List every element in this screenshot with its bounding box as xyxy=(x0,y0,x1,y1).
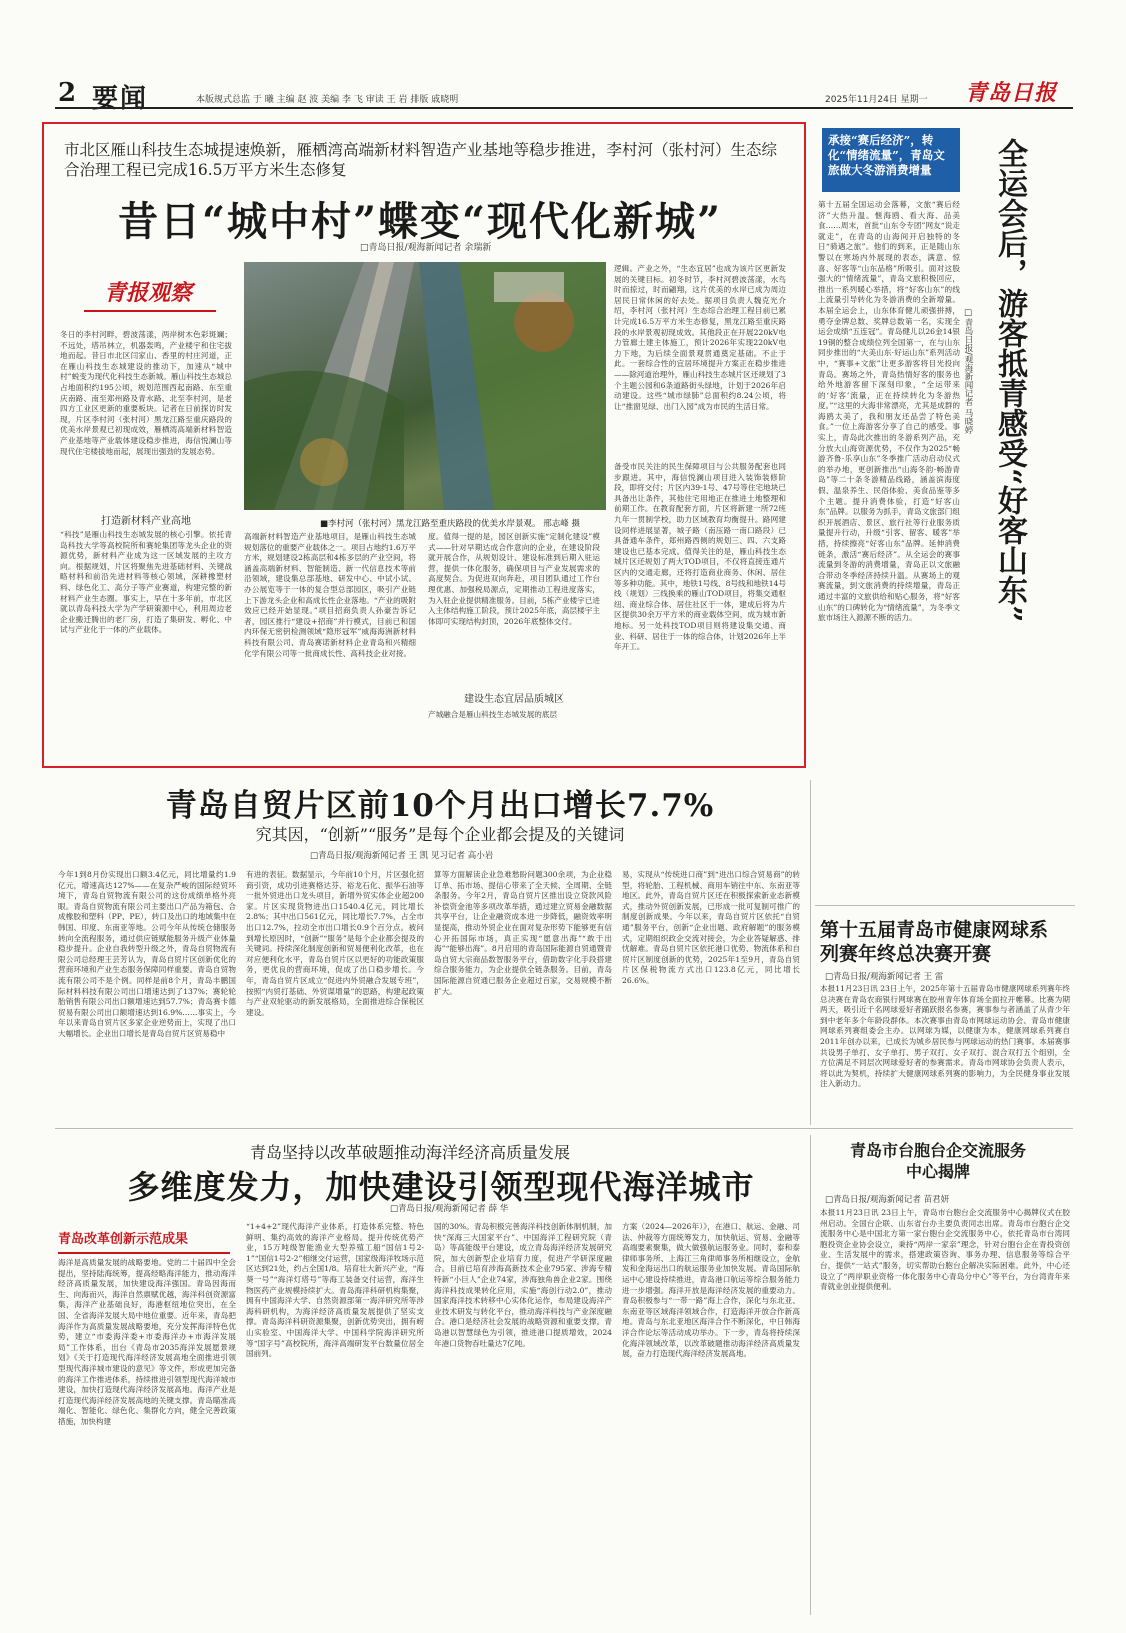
ocean-col-2: “1+4+2”现代海洋产业体系，打造体系完整、特色鲜明、集约高效的海洋产业格局。提升传统优势产业，15万吨级智能渔业大型养殖工船“国信1号2-1”“国信1号2-2”相继交付运营，国家级海洋牧场示范区达到21处，约占全国1/8。培育壮大新兴产业，“海葵一号”“海洋灯塔号”等海工装备交付运营，海洋生物医药产业规模持续扩大。青岛海洋科研机构集聚，拥有中国海洋大学、自然资源部第一海洋研究所等涉海科研机构，为海洋经济高质量发展提供了坚实支撑。青岛海洋科研资源集聚，创新优势突出，拥有崂山实验室、中国海洋大学、中国科学院海洋研究所等“国字号”高校院所，海洋高端研发平台数量位居全国前列。 xyxy=(246,1222,424,1359)
sidebar-highlight-box: 承接“赛后经济”，转化“情绪流量”，青岛文旅做大冬游消费增量 xyxy=(822,128,960,192)
lead-col-1b: “科技”是雁山科技生态城发展的核心引擎。依托青岛科技大学等高校院所和赛轮集团等龙头企业的资源优势，新材料产业成为这一区域发展的主攻方向。根据规划，片区将聚焦先进基础材料、关键战略材料和前沿先进材料等核心领域，深耕橡塑材料、绿色化工、高分子等产业赛道，构建完整的新材料产业生态圈。事实上，早在十多年前，市北区就以青岛科技大学为产学研策源中心，利用周边老企业搬迁腾出的老厂房，打造了集研发、孵化、中试与产业化于一体的产业载体。 xyxy=(60,530,232,635)
tennis-article-title: 第十五届青岛市健康网球系列赛年终总决赛开赛 xyxy=(820,919,1049,965)
column-logo: 青报观察 xyxy=(104,280,193,306)
fta-col-4: 易，实现从“传统进口商”到“进出口综合贸易商”的转型，将轮胎、工程机械、商用车销往中东、东南亚等地区。此外，青岛自贸片区还在积极探索新业态新模式，推动外贸创新发展，已形成一批可复制可推广的制度创新成果。今年以来，青岛自贸片区依托“自贸通”服务平台，创新“企业出题、政府解题”的服务模式，定期组织政企交流对接会，为企业答疑解惑、排忧解难。青岛自贸片区依托港口优势、物流体系和自贸片区制度创新的优势，2025年1至9月，青岛自贸片区保税物流方式出口123.8亿元，同比增长26.6%。 xyxy=(622,870,800,985)
divider xyxy=(815,905,1075,906)
fta-export-subtitle: 究其因，“创新”“服务”是每个企业都会提及的关键词 xyxy=(255,825,625,844)
reform-tag-label: 青岛改革创新示范成果 xyxy=(58,1232,189,1247)
column-divider xyxy=(810,780,811,1125)
section-name: 要闻 xyxy=(92,84,149,114)
fta-col-3: 算等方面解读企业急难愁盼问题300余项，为企业稳订单、拓市场、提信心带来了全天候、全周期、全链条服务。今年2月，青岛自贸片区推出设立贷款风险补偿资金池等多项改革举措，通过建立贸易金融数据共享平台，让企业融资成本进一步降低，融资效率明显提高，推动外贸企业在面对复杂形势下能够更有信心开拓国际市场，真正实现“愿意出海”“敢于出海”“能够出海”。8月启用的青岛国际能源自贸通暨青岛自贸大宗商品数智服务平台，借助数字化手段搭建综合服务能力，为企业提供全链条服务。目前，青岛国际能源自贸通已服务企业超过百家，交易规模不断扩大。 xyxy=(434,870,612,996)
fta-col-2: 有进的表征。数据显示，今年前10个月，片区强化招商引资，成功引进赛格达芬、裕龙石化、振华石油等一批外贸进出口龙头项目，新增外贸实体企业超200家。片区实现货物进出口1540.4亿元，同比增长2.8%；其中出口561亿元，同比增长7.7%，占全市出口12.7%，拉动全市出口增长0.9个百分点。被问到增长原因时，“创新”“服务”是每个企业都会提及的关键词。持续深化制度创新和贸易便利化改革，也在对应便利化水平，青岛自贸片区以更好的功能政策服务，更优良的营商环境，促成了出口稳步增长。今年，青岛自贸片区成立“促进内外贸融合发展专班”，按照“内贸打基础、外贸谋增量”的思路，构建起政策与产业双轮驱动的新发展格局，全面推进综合保税区建设。 xyxy=(246,870,424,1017)
taiwan-center-byline: □青岛日报/观海新闻记者 苗君妍 xyxy=(825,1195,950,1205)
editors-line: 本版规式总监 于 曦 主编 赵 波 美编 李 飞 审读 王 岩 排版 戚晓明 xyxy=(196,95,459,105)
ocean-article-title: 多维度发力，加快建设引领型现代海洋城市 xyxy=(127,1168,755,1206)
lead-article-byline: □青岛日报/观海新闻记者 余瑞新 xyxy=(360,243,492,253)
tennis-article-byline: □青岛日报/观海新闻记者 王 雷 xyxy=(825,972,944,982)
ocean-col-4: 方案（2024—2026年）》，在港口、航运、金融、司法、仲裁等方面统筹发力，加快航运、贸易、金融等高端要素聚集，做大做强航运服务业。同时，泰和泰律师事务所、上海江三角律师事务所相继设立，金航发和金海运出口的航运服务业加快发展。青岛国际航运中心建设持续推进，青岛港口航运等综合服务能力进一步增强。海洋开放是海洋经济发展的重要动力。青岛积极参与“一带一路”海上合作，深化与东北亚、东南亚等区域海洋领域合作，打造海洋开放合作新高地。青岛与东北亚地区海洋合作不断深化，中日韩海洋合作论坛等活动成功举办。下一步，青岛将持续深化海洋领域改革，以改革破题推动海洋经济高质量发展，奋力打造现代海洋经济发展高地。 xyxy=(622,1222,800,1359)
lead-subhead-2: 建设生态宜居品质城区 xyxy=(464,694,564,705)
photo-caption: ■李村河（张村河）黑龙江路至重庆路段的优美水岸景观。 邢志峰 摄 xyxy=(320,519,580,529)
sidebar-article-title: 全运会后，游客抵青感受“好客山东” xyxy=(992,138,1027,623)
masthead-logo: 青岛日报 xyxy=(965,80,1058,106)
lead-col-1: 冬日的李村河畔，碧波荡漾，两岸树木色彩斑斓；不远处，塔吊林立，机器轰鸣，产业楼宇和住宅拔地而起。昔日市北区闫家山、香里的村庄河道，正在雁山科技生态城建设的推动下，加速从“城中村”蜕变为现代化科技生态新城。雁山科技生态城总占地面积约195公顷，规划范围西起南路、东至重庆南路、南至郑州路及青水路、北至李村河，是老四方工业区更新的重要板块。记者在日前探访时发现，片区李村河（张村河）黑龙江路至重庆路段的优美水岸景观已初现成效，雁栖湾高端新材料智造产业基地等产业载体建设稳步推进，海信悦澜山等现代住宅楼拔地而起，展现出强劲的发展态势。 xyxy=(60,330,232,456)
lead-col-3: 度。值得一提的是，园区创新实施“定制化建设”模式——针对早期达成合作意向的企业，在建设阶段就开展合作，从规划设计、建设标准到后期入驻运营，提供一体化服务，确保项目与产业发展需求的高度契合。为促进双向奔赴，项目团队通过工作台理优惠、加强税局源点，定期推动工程进度落实，为入驻企业提供精准服务。目前，5栋产业楼宇已进入主体结构施工阶段，预计2025年底，高层楼宇主体即可实现结构封顶，2026年底整体交付。 xyxy=(428,532,600,626)
sidebar-article-byline: □青岛日报/观海新闻记者 马晓婷 xyxy=(963,308,973,435)
lead-col-4: 逻辑。产业之外，“生态宜居”也成为该片区更新发展的关键目标。初冬时节，李村河碧波荡漾，水鸟时而掠过，时而翩翔，这片优美的水岸已成为周边居民日常休闲的好去处。据项目负责人魏克光介绍，李村河（张村河）生态综合治理工程目前已累计完成16.5万平方米生态修复，黑龙江路至重庆路段的水岸景观初现成效。其他段正在开展220kV电力管廊土建主体施工，预计2026年实现220kV电力下地，为后续全面景观贯通奠定基础。不止于此。一套综合性的宜居环境提升方案正在稳步推进——除河道治理外，雁山科技生态城片区还规划了3个主题公园和6条道路街头绿地，计划于2026年启动建设。这些“城市绿肺”总面积约8.24公顷，将让“推窗见绿、出门入园”成为市民的生活日常。 xyxy=(614,264,786,411)
lead-col-3b: 产城融合是雁山科技生态城发展的底层 xyxy=(428,710,558,719)
sidebar-text-col-1: 第十五届全国运动会落幕，文旅“赛后经济”大热升温。惬海鸥、看大海、品美食……周末，首批“山东令专团”网友“说走就走”，在青岛的山海间开启独特的冬日“骑遇之旅”。他们的到来，正是随山东警以在寒场内外展现的表态，满意、惊喜、好客等“山东品格”所吸引。面对这股强大的“情绪流量”，青岛文旅积极回应，推出一系列暖心举措，将“好客山东”的线上流量引导转化为冬游消费的全新增量。本届全运会上，山东体育健儿顽强拼搏，勇夺金牌总数、奖牌总数第一名，实现全运会成绩“五连冠”。青岛健儿以26金14银19铜的整合成绩位列全国第一，在与山东同步推出的“大美山东·好运山东”系列活动中，“赛事+文旅”让更多游客将目光投向青岛。赛场之外，青岛热情好客的服务也给外地游客留下深刻印象，“全运带来的‘好客’流量，正在持续转化为冬游热度。”“这里的大海非常漂亮，尤其是成群的海鸥太美了，我和朋友还品尝了特色美食。”一位上海游客分享了自己的感受。事实上，青岛此次推出的冬游系列产品，充分放大山海资源优势，不仅作为2025“畅游齐鲁·乐享山东”冬季推广活动启动仪式的举办地，更创新推出“山海冬韵·畅游青岛”等二十条冬游精品线路，涵盖滨海度假、温泉养生、民俗体验、美食品鉴等多个主题。提升消费体验，打造“好客山东”品牌。以服务为抓手，青岛文旅部门组织开展酒店、景区、旅行社等行业服务质量提升行动，升级“引客、留客、暖客”举措，持续擦亮“好客山东”品牌。延伸消费链条，激活“赛后经济”。从全运会的赛事流量到冬游的消费增量，青岛正以文旅融合带动冬季经济持续升温。从赛场上的观赛流量，到文旅消费的持续增量，青岛正通过丰富的文旅供给和贴心服务，将“好客山东”的口碑转化为“情绪流量”，为冬季文旅市场注入源源不断的活力。 xyxy=(818,200,960,623)
ocean-article-supertitle: 青岛坚持以改革破题推动海洋经济高质量发展 xyxy=(250,1143,571,1162)
photo-illustration xyxy=(244,262,606,510)
header-rule xyxy=(55,107,1073,109)
ocean-col-1: 海洋是高质量发展的战略要地。党的二十届四中全会提出，坚持陆海统筹，提高经略海洋能力，推动海洋经济高质量发展，加快建设海洋强国。青岛因海而生、向海而兴，海洋自然禀赋优越，海洋科创资源富集，海洋产业基础良好，海港枢纽地位突出，在全国、全省海洋发展大局中地位重要。近年来，青岛把海洋作为高质量发展战略要地，充分发挥海洋特色优势，建立“市委海洋委+市委海洋办+市海洋发展局”工作体系，出台《青岛市2035海洋发展愿景规划》《关于打造现代海洋经济发展高地全面推进引领型现代海洋城市建设的意见》等文件，形成更加完备的海洋工作推进体系，持续推进引领型现代海洋城市建设，加快打造现代海洋经济发展高地。海洋产业是打造现代海洋经济发展高地的关键支撑。青岛瞄准高端化、智能化、绿色化、集群化方向，健全完善政策措施，加快构建 xyxy=(58,1258,236,1426)
page-number: 2 xyxy=(58,78,77,108)
fta-export-byline: □青岛日报/观海新闻记者 王 凯 见习记者 高小岩 xyxy=(310,851,494,861)
column-logo-underline xyxy=(84,310,216,312)
lead-article-title: 昔日“城中村”蝶变“现代化新城” xyxy=(117,198,723,245)
issue-date: 2025年11月24日 星期一 xyxy=(825,95,928,105)
river-landscape-photo xyxy=(244,262,606,510)
taiwan-center-text: 本报11月23日讯 23日上午，青岛市台胞台企交流服务中心揭牌仪式在胶州启动。全国台企联、山东省台办主要负责同志出席。青岛市台胞台企交流服务中心是中国北方第一家台胞台企交流服务中心，依托青岛市台湾同胞投资企业协会设立，秉持“两岸一家亲”理念，针对台胞台企在青投资创业、生活发展中的需求，搭建政策咨询、事务办理、信息服务等综合平台，提供“一站式”服务，切实帮助台胞台企解决实际困难。此外，中心还设立了“两岸职业资格一体化服务中心青岛分中心”等平台，为台湾青年来青就业创业提供便利。 xyxy=(820,1208,1070,1292)
ocean-article-byline: □青岛日报/观海新闻记者 薛 华 xyxy=(390,1204,509,1214)
fta-col-1: 今年1到8月份实现出口额3.4亿元，同比增量约1.9亿元，增速高达127%——在复杂严峻的国际经贸环境下，青岛自贸物流有限公司的这份成绩单格外亮眼。青岛自贸物流有限公司主要出口产品为箱包、合成橡胶和塑料（PP、PE），转口及出口的地域集中在韩国、印度、东南亚等地。公司今年从传统仓储服务转向全流程服务，通过供应链赋能服务升级产业体量稳步提升。企业自我转型升级之外，青岛自贸物流有限公司总经理王芸芳认为，青岛自贸片区创新优化的营商环境和产业生态服务保障同样重要。青岛自贸物流有限公司不是个例。同样是前8个月，青岛丰鹏国际材料科技有限公司出口增速达到了137%；赛轮轮胎销售有限公司出口额增速达到57.7%；青岛赛卡德贸易有限公司出口额增速达到16.9%……事实上，今年以来青岛自贸片区多家企业逆势而上，实现了出口大幅增长。企业出口增长是青岛自贸片区贸易稳中 xyxy=(58,870,236,1038)
ocean-col-3: 国的30%。青岛积极完善海洋科技创新体制机制，加快“深海三大国家平台”、中国海洋工程研究院（青岛）等高能级平台建设，成立青岛海洋经济发展研究院，加大创新型企业培育力度，促进产学研深度融合。目前已培育涉海高新技术企业795家、涉海专精特新“小巨人”企业74家，涉海独角兽企业2家。围绕海洋科技成果转化应用，实施“海创行动2.0”，推动国家海洋技术转移中心实体化运作，布局建设海洋产业技术研发与转化平台，推动海洋科技与产业深度融合。港口是经济社会发展的战略资源和重要支撑。青岛港以智慧绿色为引领，推进港口提质增效，2024年港口货物吞吐量达7亿吨。 xyxy=(434,1222,612,1348)
column-divider-2 xyxy=(810,1135,811,1615)
lead-article-subtitle: 市北区雁山科技生态城提速焕新，雁栖湾高端新材料智造产业基地等稳步推进，李村河（张村河）生态综合治理工程已完成16.5万平方米生态修复 xyxy=(64,141,778,179)
lead-col-2: 高端新材料智造产业基地项目，是雁山科技生态城规划落位的重要产业载体之一。项目占地约1.6万平方米，规划建设2栋高层和4栋多层的产业空间，将涵盖高端新材料、智能制造、新一代信息技术等前沿领域，建设集总部基地、研发中心、中试小试、办公展览等于一体的复合型总部园区，吸引产业链上下游龙头企业和高成长性企业落地。“产业的吸附效应已经开始显现。”项目招商负责人孙豪告诉记者，园区推行“建设+招商”并行模式，目前已和国内环保无密钥检测领域“隐形冠军”威海海洲新材料科技有限公司、青岛赛诺新材料企业青岛和兴精细化学有限公司等一批商成长性、高科技企业对接。 xyxy=(244,532,416,658)
section-divider xyxy=(55,1128,1073,1129)
reform-tag xyxy=(58,1228,230,1254)
taiwan-center-title: 青岛市台胞台企交流服务中心揭牌 xyxy=(849,1141,1026,1181)
lead-col-5: 备受市民关注的民生保障项目与公共服务配套也同步跟进。其中，海信悦澜山项目进入装饰装修阶段，即将交付；片区内39-1号、47号等住宅地块已具备出让条件，其他住宅用地正在推进土地整理和前期工作。在教育配套方面，片区将新建一所72班九年一贯制学校，助力区域教育均衡提升。路网建设同样进展显著，城子路（南压路一南口路段）已具备通车条件，郑州路西侧的规划三、四、六支路建设也已基本完成。值得关注的是，雁山科技生态城片区还规划了两大TOD项目，不仅将直接连通片区内的交通走廊，还将打造商业商务、休闲、居住等多种功能。其中，地铁1号线、8号线和地铁14号线（规划）三线换乘的雁山TOD项目，将集交通枢纽、商业综合体、居住社区于一体，建成后将为片区提供30余万平方米的商业载体空间，成为城市新地标。另一处科技TOD项目则将建设集交通、商业、科研、居住于一体的综合体，计划2026年上半年开工。 xyxy=(614,462,786,652)
lead-subhead-1: 打造新材料产业高地 xyxy=(101,516,191,527)
fta-export-title: 青岛自贸片区前10个月出口增长7.7% xyxy=(165,788,715,824)
tennis-article-text: 本报11月23日讯 23日上午，2025年第十五届青岛市健康网球系列赛年终总决赛在青岛农商银行网球赛在胶州青年体育场全面拉开帷幕。比赛为期两天，吸引近千名网球爱好者踊跃报名参赛，赛事参与者涵盖了从青少年到中老年多个年龄段群体。本次赛事由青岛市网球运动协会、青岛市健康网球系列赛组委会主办。以网球为媒，以健康为本，健康网球系列赛自2011年创办以来，已成长为城乡居民参与网球运动的热门赛事。本届赛事共设男子单打、女子单打、男子双打、女子双打、混合双打五个组别，全方位满足不同层次网球爱好者的参赛需求。青岛市网球协会负责人表示，将以此为契机，持续扩大健康网球系列赛的影响力，为全民健身事业发展注入新动力。 xyxy=(820,984,1070,1089)
